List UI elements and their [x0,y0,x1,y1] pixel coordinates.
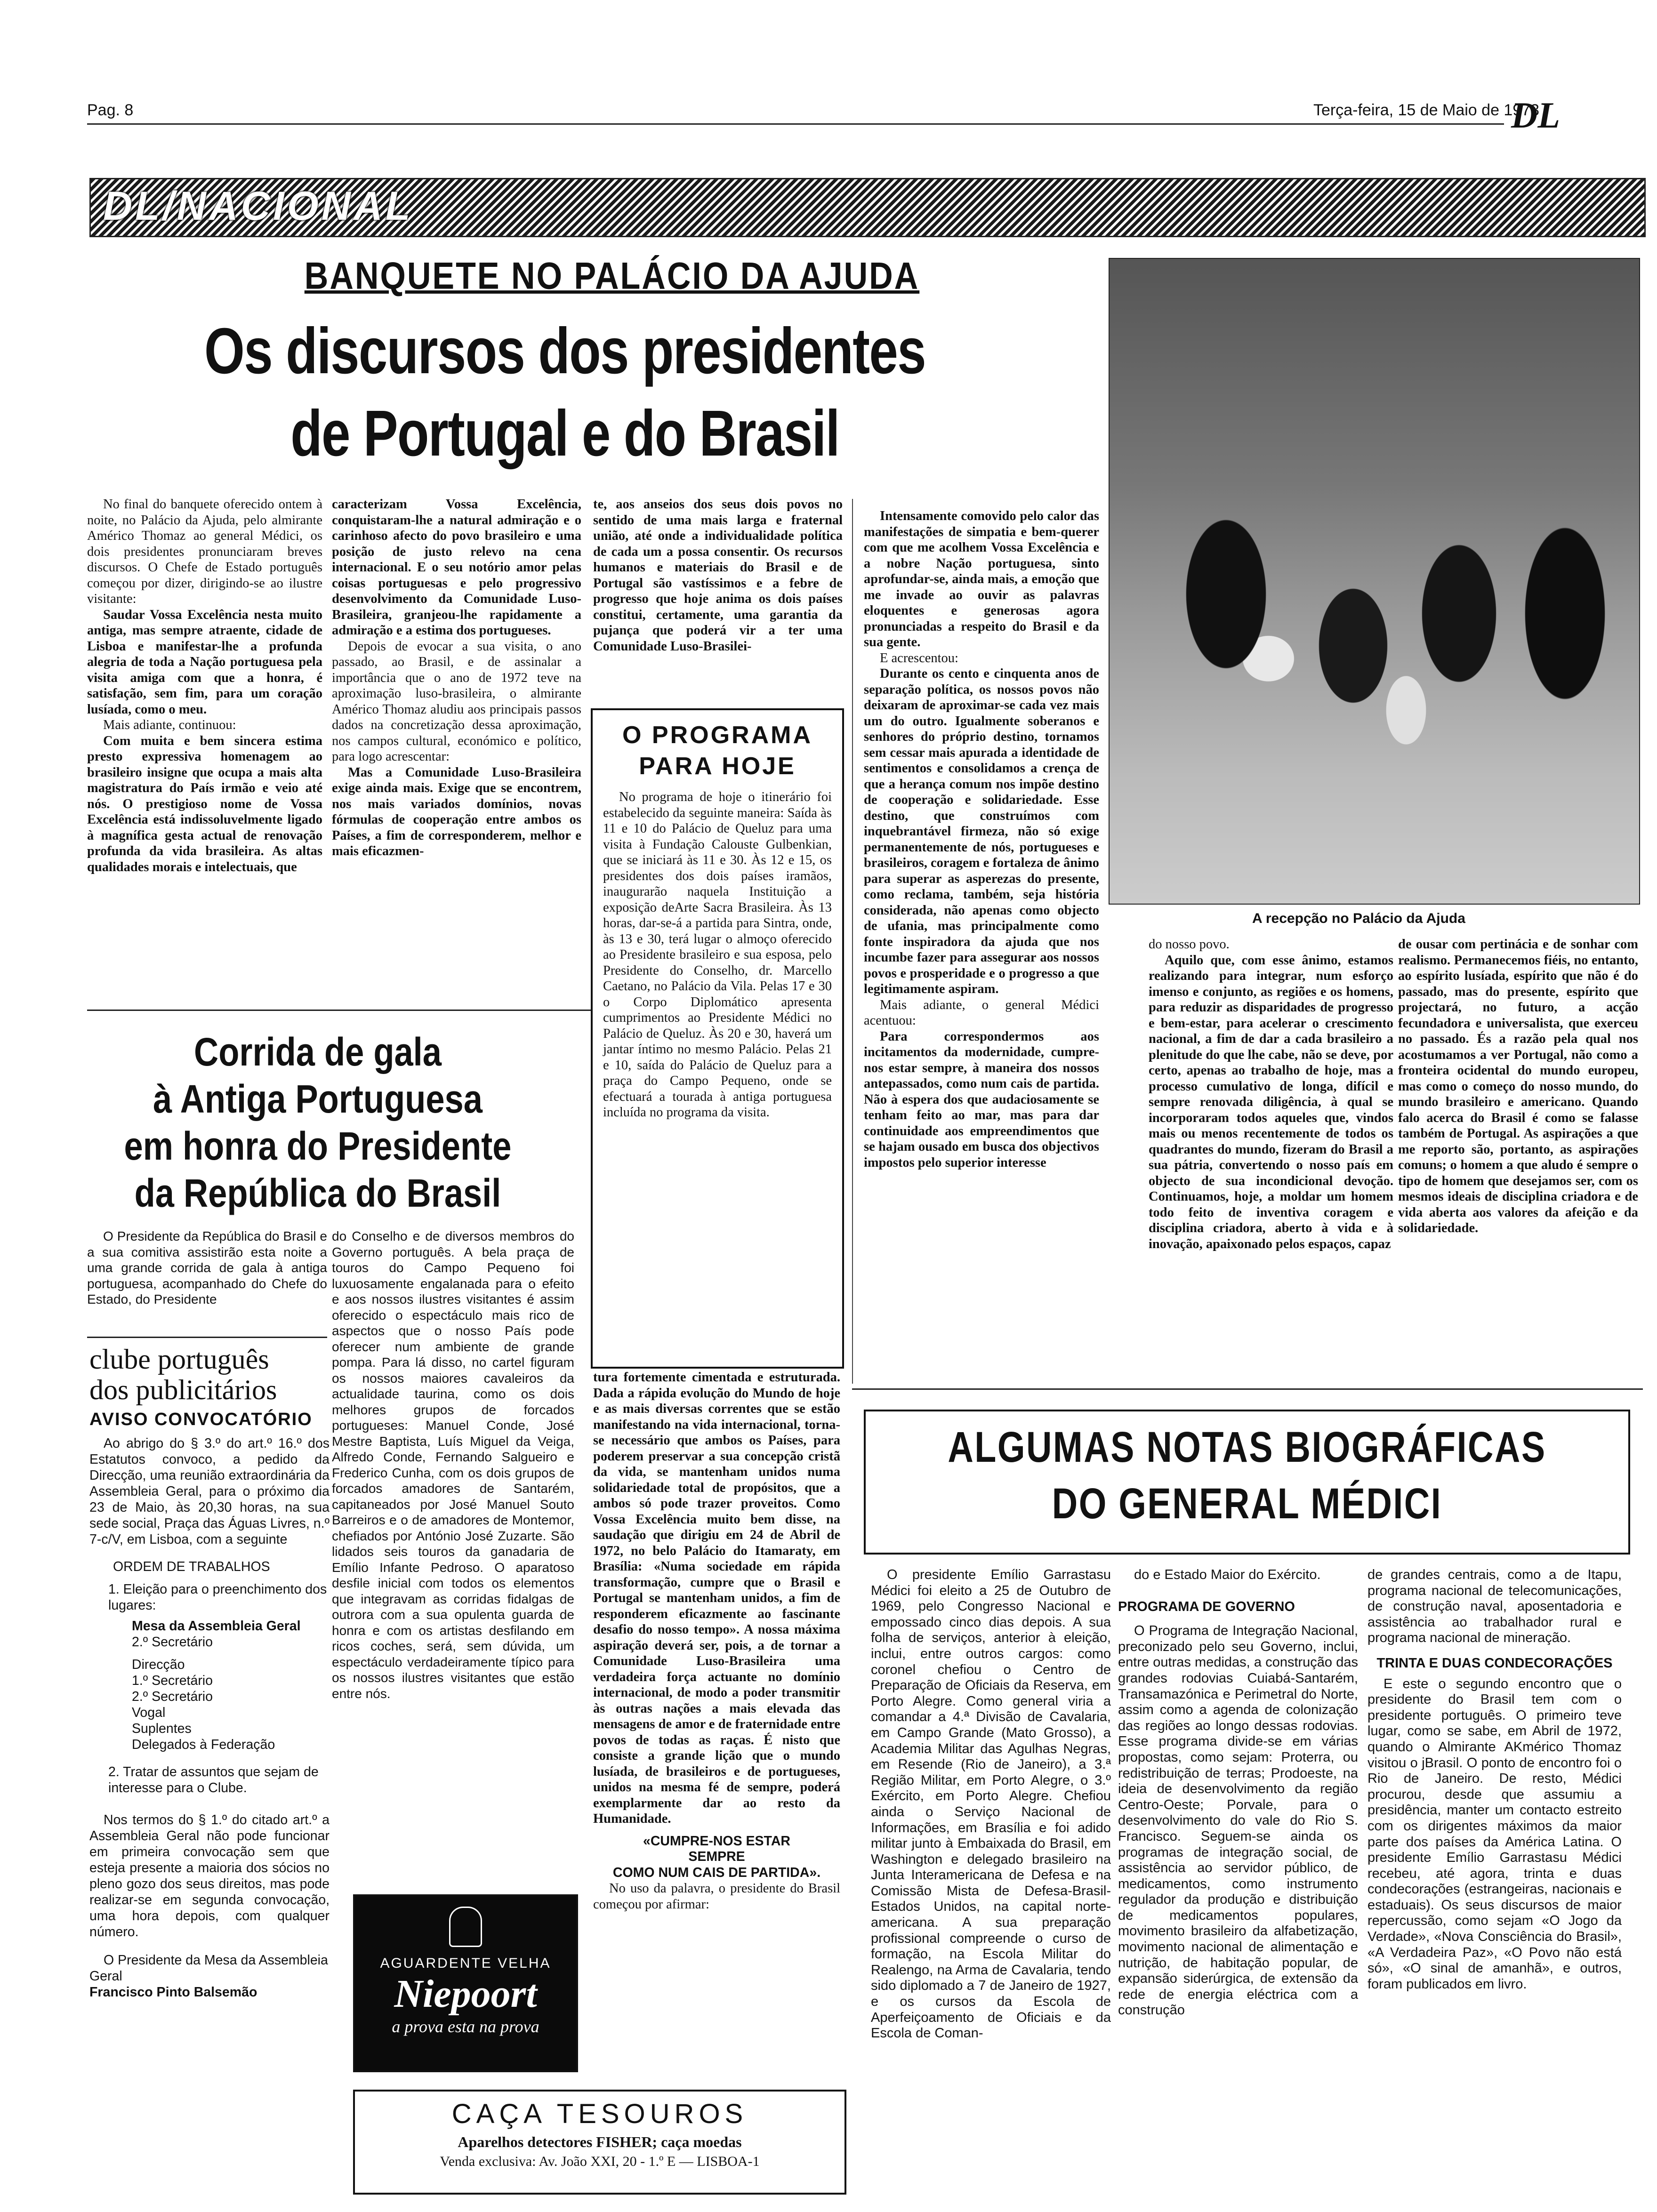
story-paragraph: Mais adiante, continuou: [103,718,236,732]
story-quote: caracterizam Vossa Excelência, conquistaram-lhe a natural admiração e o carinhoso afecto do povo brasileiro e uma posição de justo relevo na cena internacional. E o seu notório amor pelas coisas portuguesas e pelo progressivo desenvolvimento da Comunidade Luso-Brasileira, granjeou-lhe rapidamente a admiração e a estima dos portugueses. [332,497,581,638]
corrida-column-2 [332,1228,574,1701]
story-quote: de ousar com pertinácia e de sonhar com realismo. Permanecemos fiéis, no entanto, ao espírito lusíada, espírito que não é do passado, mas do presente, espírito que projectará, no futuro, a acção fecundadora e universalista, que exerceu no passado. És a razão pela qual nos acostumamos a ver Portugal, não como a fronteira ocidental do mundo europeu, mas como o começo do nosso mundo, do mundo brasileiro e americano. Quando falo acerca do Brasil é como se falasse também de Portugal. As aspirações a que me reporto são, portanto, as aspirações comuns; o homem a que aludo é sempre o tipo de homem que desejamos ser, com os mesmos ideais de disciplina criadora e de vida aberta aos valores da afeição e da solidariedade. [1398,937,1638,1235]
clube-direccao-4: Suplentes [132,1721,192,1736]
continuation-sub-1: «CUMPRE-NOS ESTAR [643,1833,790,1849]
page-date: Terça-feira, 15 de Maio de 1973 [1313,101,1540,119]
newspaper-logo: DL [1511,95,1560,136]
story-quote: Intensamente comovido pelo calor das manifestações de simpatia e bem-querer com que me acolhem Vossa Excelência e a nobre Nação portuguesa, sinto aprofundar-se, ainda mais, a emoção que me invade ao ouvir as palavras eloquentes e generosas agora pronunciadas a respeito do Brasil e da sua gente. [864,509,1099,649]
programa-paragraph: No programa de hoje o itinerário foi estabelecido da seguinte maneira: Saída às 11 e 10 do Palácio de Queluz para uma visita à Fundação Calouste Gulbenkian, que se iniciará às 11 e 30. Às 12 e 15, os presidentes dos dois países iramãos, inaugurarão naquela Instituição a exposição deArte Sacra Brasileira. Às 13 horas, dar-se-á a partida para Sintra, onde, às 13 e 30, terá lugar o almoço oferecido ao Presidente brasileiro e sua esposa, pelo Presidente do Conselho, dr. Marcello Caetano, no Palácio da Vila. Pelas 17 e 30 o Corpo Diplomático apresenta cumprimentos ao Presidente Médici no Palácio de Queluz. Às 20 e 30, haverá um jantar íntimo no mesmo Palácio. Pelas 21 e 10, saída do Palácio de Queluz para a praça do Campo Pequeno, onde se efectuará a tourada à antiga portuguesa incluída no programa da visita. [603,790,832,1120]
notas-paragraph: do e Estado Maior do Exército. [1134,1567,1321,1582]
continuation-sub-3: COMO NUM CAIS DE PARTIDA». [612,1865,821,1880]
photo-caption: A recepção no Palácio da Ajuda [1252,911,1465,926]
programa-title-1: O PROGRAMA [622,721,812,749]
notas-title-1: ALGUMAS NOTAS BIOGRÁFICAS [948,1423,1546,1471]
story-column-2 [332,497,581,859]
niepoort-brand: Niepoort [394,1972,537,2016]
header-rule [87,123,1504,125]
programa-title-2: PARA HOJE [639,753,796,780]
corrida-title-3: em honra do Presidente [124,1124,512,1168]
story-paragraph: Mais adiante, o general Médici acentuou: [864,997,1099,1028]
section-rule [87,1010,591,1011]
caca-line-2: Venda exclusiva: Av. João XXI, 20 - 1.º E — LISBOA-1 [440,2154,760,2169]
continuation-quote: tura fortemente cimentada e estruturada. Dada a rápida evolução do Mundo de hoje e as mais diversas correntes que se estão manifestando na vida internacional, torna-se necessário que ambos os Países, para poderem preservar a sua concepção cristã da vida, se mantenham unidos numa solidariedade total de propósitos, que a ambos só pode trazer proveitos. Como Vossa Excelência muito bem disse, na saudação que dirigiu em 24 de Abril de 1972, no belo Palácio do Itamaraty, em Brasília: «Numa sociedade em rápida transformação, cumpre que o Brasil e Portugal se mantenham unidos, a fim de responderem eficazmente ao fascinante desafio do nosso tempo». A nossa máxima aspiração deverá ser, pois, a de tornar a Comunidade Luso-Brasileira uma verdadeira força actuante no domínio internacional, de modo a poder transmitir às outras nações a mais elevada das mensagens de amor e de fraternidade entre povos de todas as raças. É nisto que consiste a grande lição que o mundo lusíada, de brasileiros e de portugueses, unidos na mesma fé de sempre, poderá exemplarmente dar ao resto da Humanidade. [593,1370,840,1826]
notas-column-3 [1367,1567,1622,1992]
clube-direccao-5: Delegados à Federação [132,1737,275,1752]
story-paragraph: do nosso povo. [1149,937,1230,952]
clube-item-1: 1. Eleição para o preenchimento dos lugares: [108,1582,327,1613]
corrida-column-1 [87,1228,327,1307]
continuation-sub-2: SEMPRE [688,1849,745,1864]
clube-ordem: ORDEM DE TRABALHOS [113,1559,270,1574]
story-kicker: BANQUETE NO PALÁCIO DA AJUDA [304,255,920,297]
story-quote: te, aos anseios dos seus dois povos no sentido de uma mais larga e fraternal união, até onde a individualidade política de cada um a possa consentir. Os recursos humanos e materiais do Brasil e de Portugal são vastíssimos e a febre de progresso que hoje anima os dois países constitui, certamente, uma garantia da pujança que poderá vir a ter uma Comunidade Luso-Brasilei- [593,497,843,654]
corrida-title-2: à Antiga Portuguesa [153,1077,483,1121]
niepoort-emblem-icon [449,1907,482,1947]
caca-title: CAÇA TESOUROS [451,2099,748,2129]
story-quote: Mas a Comunidade Luso-Brasileira exige ainda mais. Exige que se encontrem, nos mais variados domínios, novas fórmulas de cooperação entre ambos os Países, a fim de corresponderem, melhor e mais eficazmen- [332,765,581,858]
continuation-paragraph: No uso da palavra, o presidente do Brasil começou por afirmar: [593,1881,840,1912]
niepoort-ad [353,1894,578,2072]
reception-photo [1109,258,1640,905]
programa-box [591,708,844,1369]
story-column-6 [1398,937,1638,1236]
section-label: DL/NACIONAL [103,184,413,229]
clube-name-1: clube português [89,1344,269,1375]
corrida-title-4: da República do Brasil [134,1171,501,1215]
clube-top-rule [87,1337,327,1338]
section-banner [89,178,1646,237]
programa-text [593,782,842,1121]
notas-paragraph: E este o segundo encontro que o presidente do Brasil tem com o presidente português. O primeiro teve lugar, como se sabe, em Abril de 1972, quando o Almirante AKmérico Thomaz visitou o jBrasil. O ponto de encontro foi o Rio de Janeiro. De resto, Médici procurou, desde que assumiu a presidência, manter um contacto estreito com os dirigentes máximos da maior parte dos países da América Latina. O presidente Emílio Garrastasu Médici recebeu, até agora, trinta e duas condecorações (estrangeiras, nacionais e estaduais). Os seus discursos de maior repercussão, como sejam «O Jogo da Verdade», «Nova Consciência do Brasil», «A Verdadeira Paz», «O Povo não está só», «O sinal de amanhã», e outros, foram publicados em livro. [1367,1676,1622,1992]
clube-sign-1: O Presidente da Mesa da Assembleia Geral [89,1953,328,1984]
section-rule [852,1388,1643,1390]
niepoort-line-1: AGUARDENTE VELHA [380,1956,551,1971]
clube-mesa: Mesa da Assembleia Geral [132,1619,301,1634]
story-quote: Aquilo que, com esse ânimo, estamos realizando para integrar, num esforço imenso e conjunto, as regiões e os homens, para reduzir as disparidades de progresso e bem-estar, para acelerar o crescimento nacional, a fim de dar a cada brasileiro a plenitude do que lhe cabe, não se deve, por certo, apenas ao trabalho de hoje, mas a processo cumulativo de longa, difícil e sempre renovada diligência, à qual se incorporaram todos aqueles que, vindos mais ou menos recentemente de todos os quadrantes do mundo, fizeram do Brasil a sua pátria, convertendo o nosso país em objecto de sua incondicional devoção. Continuamos, hoje, a moldar um homem todo feito de inventiva coragem e disciplina criadora, aberto à vida e à inovação, apaixonado pelos espaços, capaz [1149,953,1393,1251]
clube-mesa-secretario: 2.º Secretário [132,1635,213,1650]
caca-line-1: Aparelhos detectores FISHER; caça moedas [458,2133,742,2150]
clube-final: Nos termos do § 1.º do citado art.º a Assembleia Geral não pode funcionar em primeira convocação sem que esteja presente a maioria dos sócios no pleno gozo dos seus direitos, mas pode realizar-se em segunda convocação, uma hora depois, com qualquer número. [89,1812,330,1940]
clube-aviso: AVISO CONVOCATÓRIO [89,1410,313,1429]
continuation-column [593,1370,840,1912]
story-quote: Para correspondermos aos incitamentos da modernidade, cumpre-nos estar sempre, à maneira dos nossos antepassados, como num cais de partida. Não à espera dos que audaciosamente se tenham feito ao mar, mas para dar continuidade aos empreendimentos que se hajam ousado em busca dos objectivos impostos pelo superior interesse [864,1029,1099,1170]
story-column-5 [1149,937,1393,1252]
clube-direccao-3: Vogal [132,1705,166,1720]
story-paragraph: No final do banquete oferecido ontem à noite, no Palácio da Ajuda, pelo almirante Américo Thomaz ao general Médici, os dois presidentes pronunciaram breves discursos. O Chefe de Estado português começou por dizer, dirigindo-se ao ilustre visitante: [87,497,322,606]
story-column-1 [87,497,322,875]
story-paragraph: E acrescentou: [880,650,958,665]
corrida-title-1: Corrida de gala [194,1030,442,1074]
page-number: Pag. 8 [87,101,134,119]
clube-sign-2: Francisco Pinto Balsemão [89,1985,257,2000]
story-quote: Saudar Vossa Excelência nesta muito antiga, mas sempre atraente, cidade de Lisboa e manifestar-lhe a profunda alegria de toda a Nação portuguesa pela visita amiga com que a honra, é satisfação, sem fim, para um coração lusíada, como o meu. [87,607,322,717]
clube-direccao-1: 1.º Secretário [132,1673,213,1688]
story-quote: Com muita e bem sincera estima presto expressiva homenagem ao brasileiro insigne que ocupa a mais alta magistratura do País irmão e veio até nós. O prestigioso nome de Vossa Excelência está indissoluvelmente ligado à magnífica gesta actual de renovação profunda da vida brasileira. As altas qualidades morais e intelectuais, que [87,733,322,874]
corrida-paragraph: O Presidente da República do Brasil e a sua comitiva assistirão esta noite a uma grande corrida de gala à antiga portuguesa, acompanhado do Chefe do Estado, do Presidente [87,1229,327,1306]
notas-paragraph: O presidente Emílio Garrastasu Médici foi eleito a 25 de Outubro de 1969, pelo Congresso Nacional e empossado cinco dias depois. A sua folha de serviços, anterior à eleição, inclui, entre outros cargos: como coronel chefiou o Centro de Preparação de Oficiais da Reserva, em Porto Alegre. Como general viria a comandar a 4.ª Divisão de Cavalaria, em Campo Grande (Mato Grosso), a Academia Militar das Agulhas Negras, em Resende (Rio de Janeiro), a 3.ª Região Militar, em Porto Alegre, o 3.º Exército, em Porto Alegre. Chefiou ainda o Serviço Nacional de Informações, em Brasília e foi adido militar junto à Embaixada do Brasil, em Washington e delegado brasileiro na Junta Interamericana de Defesa e na Comissão Mista de Defesa-Brasil-Estados Unidos, na capital norte-americana. A sua preparação profissional compreende o curso de formação, na Escola Militar do Realengo, na Arma de Cavalaria, tendo sido diplomado a 7 de Janeiro de 1927, e os cursos da Escola de Aperfeiçoamento de Oficiais e da Escola de Coman- [871,1567,1111,2041]
story-quote: Durante os cento e cinquenta anos de separação política, os nossos povos não deixaram de aproximar-se cada vez mais um do outro. Igualmente soberanos e senhores do próprio destino, tornamos sem cessar mais apurada a identidade de sentimentos e consolidamos a crença de que a herança comum nos impõe destino de cooperação e solidariedade. Esse destino, que construímos com inquebrantável firmeza, não só exige permanentemente de nós, portugueses e brasileiros, coragem e fortaleza de ânimo para superar as asperezas do presente, como reclama, também, seja história considerada, não apenas como objecto de ufania, mas principalmente como fonte inspiradora da ajuda que nos incumbe fazer para assegurar aos nossos povos e prosperidade e o progresso a que legitimamente aspiram. [864,666,1099,996]
notas-column-2 [1118,1567,1358,2019]
notas-paragraph: de grandes centrais, como a de Itapu, programa nacional de telecomunicações, de construção naval, aposentadoria e assistência ao trabalhador rural e programa nacional de mineração. [1367,1567,1622,1646]
caca-tesouros-ad [353,2090,846,2195]
clube-direccao: Direcção [132,1657,185,1672]
headline-line-2: de Portugal e do Brasil [290,397,839,470]
headline-line-1: Os discursos dos presidentes [204,315,925,387]
corrida-paragraph: do Conselho e de diversos membros do Governo português. A bela praça de touros do Campo Pequeno foi luxuosamente engalanada para o efeito e aos nossos ilustres visitantes é assim oferecido o espectáculo mais rico de aspectos que o nosso País pode oferecer num ambiente de grande pompa. Para lá disso, no cartel figuram os nossos maiores cavaleiros da actualidade taurina, como os dois melhores grupos de forcados portugueses: Manuel Conde, José Mestre Baptista, Luís Miguel da Veiga, Alfredo Conde, Fernando Salgueiro e Frederico Cunha, com os dois grupos de forcados amadores de Santarém, capitaneados por José Manuel Souto Barreiros e o de amadores de Montemor, chefiados por António José Zuzarte. São lidados seis touros da ganadaria de Emílio Infante Pedroso. O aparatoso desfile inicial com todos os elementos que integravam as corridas fidalgas de outrora com a sua opulenta guarda de honra e com os artistas desfilando em ricos coches, será, sem dúvida, um espectáculo verdadeiramente típico para os nossos ilustres visitantes que estão entre nós. [332,1229,574,1701]
clube-direccao-2: 2.º Secretário [132,1689,213,1704]
clube-item-2: 2. Tratar de assuntos que sejam de interesse para o Clube. [108,1764,319,1795]
notas-paragraph: O Programa de Integração Nacional, preconizado pelo seu Governo, inclui, entre outras medidas, a construção das grandes rodovias Cuiabá-Santarém, Transamazónica e Perimetral do Norte, assim como a agenda de colonização das regiões ao longo dessas rodovias. Esse programa divide-se em várias propostas, como sejam: Proterra, ou redistribuição de terras; Prodoeste, na ideia de desenvolvimento da região Centro-Oeste; Porvale, para o desenvolvimento do vale do Rio S. Francisco. Seguem-se ainda os programas de integração social, de assistência ao servidor público, de medicamentos, como instrumento regulador da produção e distribuição de medicamentos populares, movimento brasileiro da alfabetização, movimento nacional de alimentação e nutrição, de habitação popular, de expansão siderúrgica, de extensão da rede de energia eléctrica com a construção [1118,1623,1358,2018]
niepoort-slogan: a prova esta na prova [392,2017,539,2036]
column-rule [852,499,853,1384]
clube-name-2: dos publicitários [89,1374,277,1405]
story-paragraph: Depois de evocar a sua visita, o ano passado, ao Brasil, e de assinalar a importância que o ano de 1972 teve na aproximação luso-brasileira, o almirante Américo Thomaz aludiu aos principais passos dados na concretização dessa aproximação, nos campos cultural, económico e político, para logo acrescentar: [332,639,581,764]
notas-title-box [864,1410,1630,1555]
story-column-4 [864,508,1099,1170]
story-column-3 [593,497,843,654]
notas-title-2: DO GENERAL MÉDICI [1052,1480,1442,1528]
notas-subhead-programa: PROGRAMA DE GOVERNO [1118,1599,1295,1614]
clube-notice [89,1435,330,2000]
notas-subhead-condecoracoes: TRINTA E DUAS CONDECORAÇÕES [1376,1655,1613,1671]
clube-intro: Ao abrigo do § 3.º do art.º 16.º dos Estatutos convoco, a pedido da Direcção, uma reunião extraordinária da Assembleia Geral, para o próximo dia 23 de Maio, às 20,30 horas, na sua sede social, Praça das Águas Livres, n.º 7-c/V, em Lisboa, com a seguinte [89,1436,330,1547]
notas-column-1 [871,1567,1111,2042]
